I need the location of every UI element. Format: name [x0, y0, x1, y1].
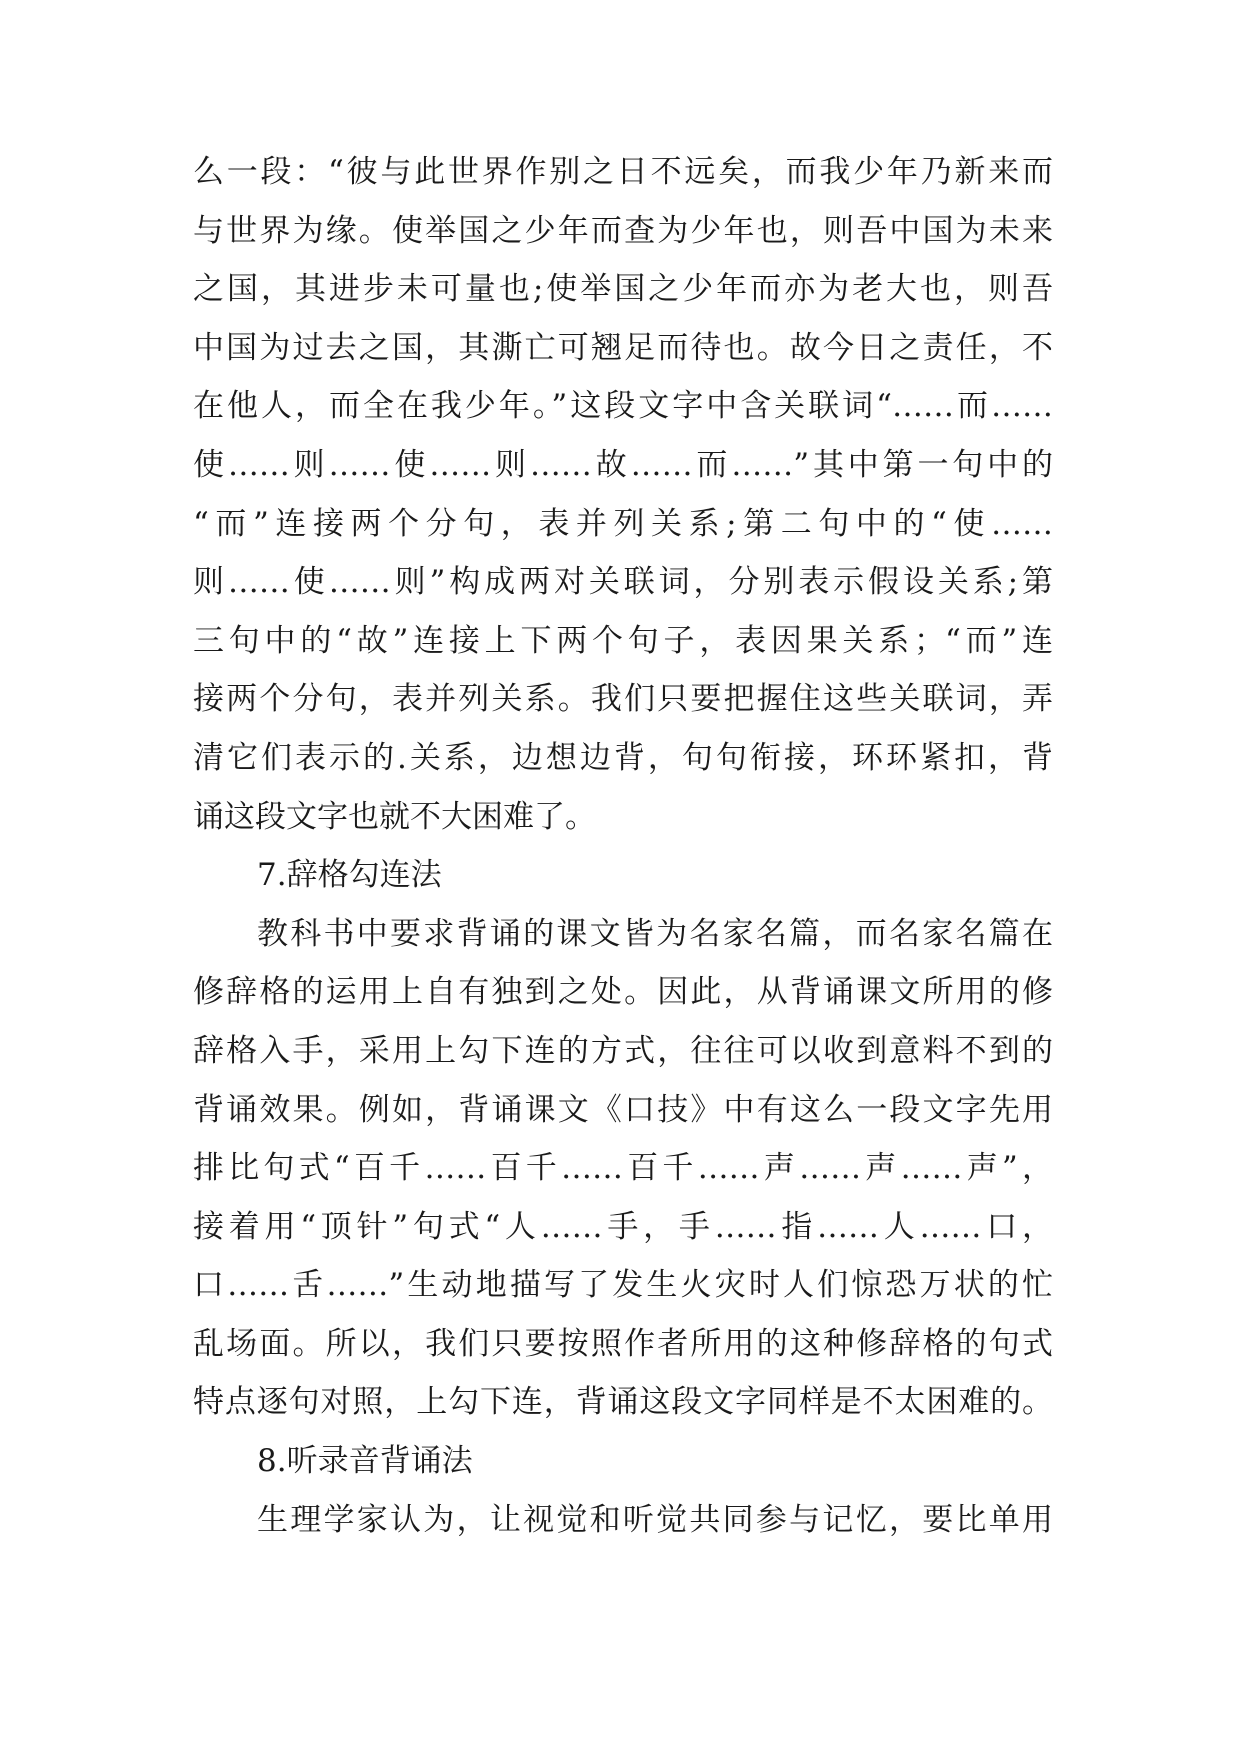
- text-line: 特点逐句对照，上勾下连，背诵这段文字同样是不太困难的。: [193, 1384, 1053, 1421]
- text-line: 之国，其进步未可量也;使举国之少年而亦为老大也，则吾: [193, 271, 1053, 308]
- text-line: 修辞格的运用上自有独到之处。因此，从背诵课文所用的修: [193, 974, 1053, 1011]
- text-line: 使……则……使……则……故……而……”其中第一句中的: [193, 446, 1053, 483]
- text-line: 生理学家认为，让视觉和听觉共同参与记忆，要比单用: [257, 1501, 1053, 1538]
- text-line: 辞格入手，采用上勾下连的方式，往往可以收到意料不到的: [193, 1032, 1053, 1069]
- text-line: 三句中的“故”连接上下两个句子，表因果关系；“而”连: [193, 622, 1053, 659]
- text-line: 排比句式“百千……百千……百千……声……声……声”，: [193, 1150, 1053, 1187]
- section-heading: 7.辞格勾连法: [257, 857, 442, 894]
- text-line: 则……使……则”构成两对关联词，分别表示假设关系;第: [193, 564, 1053, 601]
- text-line: 教科书中要求背诵的课文皆为名家名篇，而名家名篇在: [257, 915, 1053, 952]
- text-line: 乱场面。所以，我们只要按照作者所用的这种修辞格的句式: [193, 1325, 1053, 1362]
- text-line: 诵这段文字也就不大困难了。: [193, 798, 596, 835]
- section-heading: 8.听录音背诵法: [257, 1443, 473, 1480]
- text-line: 与世界为缘。使举国之少年而查为少年也，则吾中国为未来: [193, 212, 1053, 249]
- text-line: 口……舌……”生动地描写了发生火灾时人们惊恐万状的忙: [193, 1267, 1053, 1304]
- body-text: [193, 143, 1053, 1549]
- text-line: 中国为过去之国，其澌亡可翘足而待也。故今日之责任，不: [193, 329, 1053, 366]
- text-line: “而”连接两个分句，表并列关系;第二句中的“使……: [193, 505, 1053, 542]
- text-line: 接着用“顶针”句式“人……手，手……指……人……口，: [193, 1208, 1053, 1245]
- text-line: 在他人，而全在我少年。”这段文字中含关联词“……而……: [193, 388, 1053, 425]
- text-line: 么一段：“彼与此世界作别之日不远矣，而我少年乃新来而: [193, 154, 1053, 190]
- text-line: 背诵效果。例如，背诵课文《口技》中有这么一段文字先用: [193, 1091, 1053, 1128]
- text-line: 接两个分句，表并列关系。我们只要把握住这些关联词，弄: [193, 681, 1053, 718]
- text-line: 清它们表示的.关系，边想边背，句句衔接，环环紧扣，背: [193, 739, 1053, 776]
